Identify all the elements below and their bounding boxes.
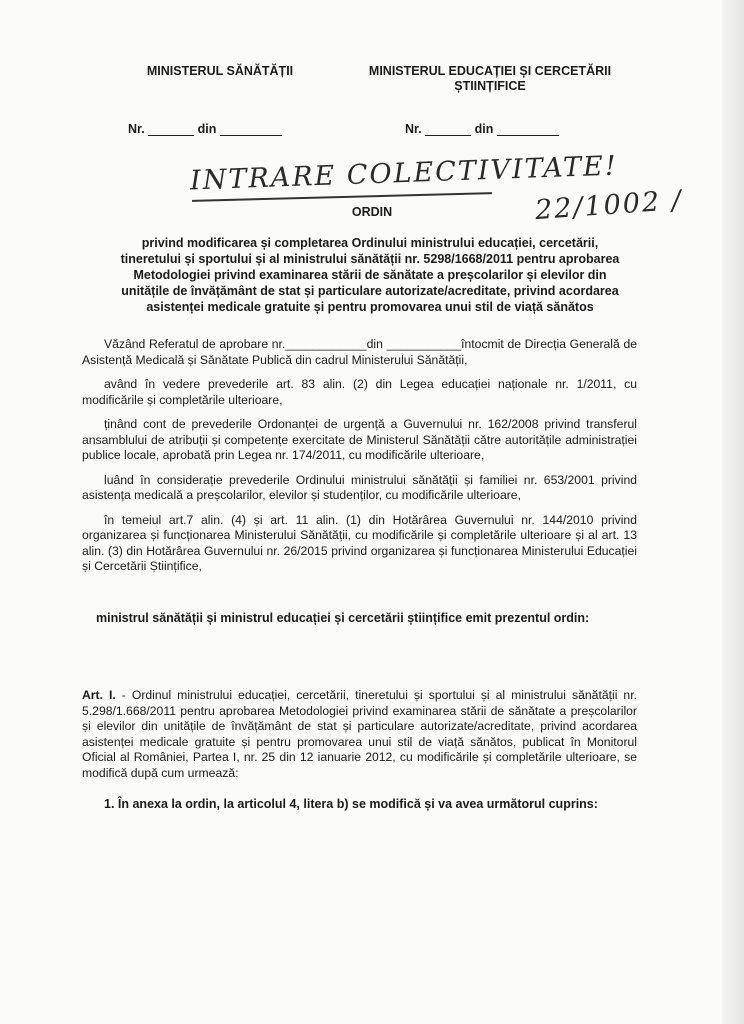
subject-line: asistenței medicale gratuite și pentru promovarea unui stil de viață sănătos (146, 300, 594, 314)
ministry-education-line1: MINISTERUL EDUCAȚIEI ȘI CERCETĂRII (368, 64, 612, 78)
preamble-paragraph: având în vedere prevederile art. 83 alin. (2) din Legea educației naționale nr. 1/2011, cu modificările și completările ulterioare, (82, 377, 637, 407)
ministry-health-header: MINISTERUL SĂNĂTĂȚII (146, 64, 294, 78)
article-text: - Ordinul ministrului educației, cercetării, tineretului și sportului și al ministrului sănătății nr. 5.298/1.668/2011 pentru aprobarea Metodologiei privind examinarea stării de sănătate a preșcolarilor și elevilor din unitățile de învățământ de stat și particulare autorizate/acreditate, privind acordarea asistenței medicale gratuite și pentru promovarea unui stil de viață sănătos, publicat în Monitorul Oficial al României, Partea I, nr. 25 din 12 ianuarie 2012, cu modificările și completările ulterioare, se modifică după cum urmează: (82, 688, 637, 780)
point-1: 1. În anexa la ordin, la articolul 4, litera b) se modifică și va avea următorul cuprins: (104, 797, 598, 811)
decision-line: ministrul sănătății și ministrul educației și cercetării științifice emit prezentul ordin: (96, 611, 590, 625)
din-blank (220, 123, 282, 136)
subject-line: tineretului și sportului și al ministrului sănătății nr. 5298/1668/2011 pentru aprobarea (120, 252, 620, 266)
article-label: Art. I. (82, 688, 116, 702)
article-1 (82, 688, 637, 781)
subject-line: privind modificarea și completarea Ordinului ministrului educației, cercetării, (141, 236, 599, 250)
subject-line: unitățile de învățământ de stat și particulare autorizate/acreditate, privind acordarea (121, 284, 619, 298)
page-edge-shadow (722, 0, 744, 1024)
registration-number-right (405, 122, 559, 136)
document-title: ORDIN (351, 205, 393, 219)
order-subject (90, 235, 650, 315)
din-label: din (197, 122, 217, 136)
preamble-paragraph: în temeiul art.7 alin. (4) și art. 11 alin. (1) din Hotărârea Guvernului nr. 144/2010 privind organizarea și funcționarea Ministerului Sănătății, cu modificările și completările ulterioare și al art. 13 alin. (3) din Hotărârea Guvernului nr. 26/2015 privind organizarea și funcționarea Ministerului Educației și Cercetării Științifice, (82, 512, 637, 573)
preamble-paragraph: Văzând Referatul de aprobare nr.____________din ___________întocmit de Direcția Generală de Asistență Medicală și Sănătate Publică din cadrul Ministerului Sănătății, (82, 337, 637, 367)
nr-label: Nr. (405, 122, 422, 136)
ministry-education-header (350, 64, 630, 94)
handwritten-note: INTRARE COLECTIVITATE! (189, 150, 619, 197)
handwritten-reference-number: 22/1002 / (534, 184, 684, 227)
preamble-paragraph: luând în considerație prevederile Ordinului ministrului sănătății și familiei nr. 653/2001 privind asistența medicală a preșcolarilor, elevilor și studenților, cu modificările ulterioare, (82, 472, 637, 502)
registration-number-left (128, 122, 282, 136)
nr-blank (425, 123, 471, 136)
nr-label: Nr. (128, 122, 145, 136)
preamble (82, 337, 637, 584)
din-blank (497, 123, 559, 136)
nr-blank (148, 123, 194, 136)
ministry-education-line2: ȘTIINȚIFICE (454, 79, 526, 93)
preamble-paragraph: ținând cont de prevederile Ordonanței de urgență a Guvernului nr. 162/2008 privind transferul ansamblului de atribuții și competențe exercitate de Ministerul Sănătății către autoritățile administrației publice locale, aprobată prin Legea nr. 174/2011, cu modificările ulterioare, (82, 417, 637, 462)
din-label: din (474, 122, 494, 136)
subject-line: Metodologiei privind examinarea stării de sănătate a preșcolarilor și elevilor din (133, 268, 607, 282)
